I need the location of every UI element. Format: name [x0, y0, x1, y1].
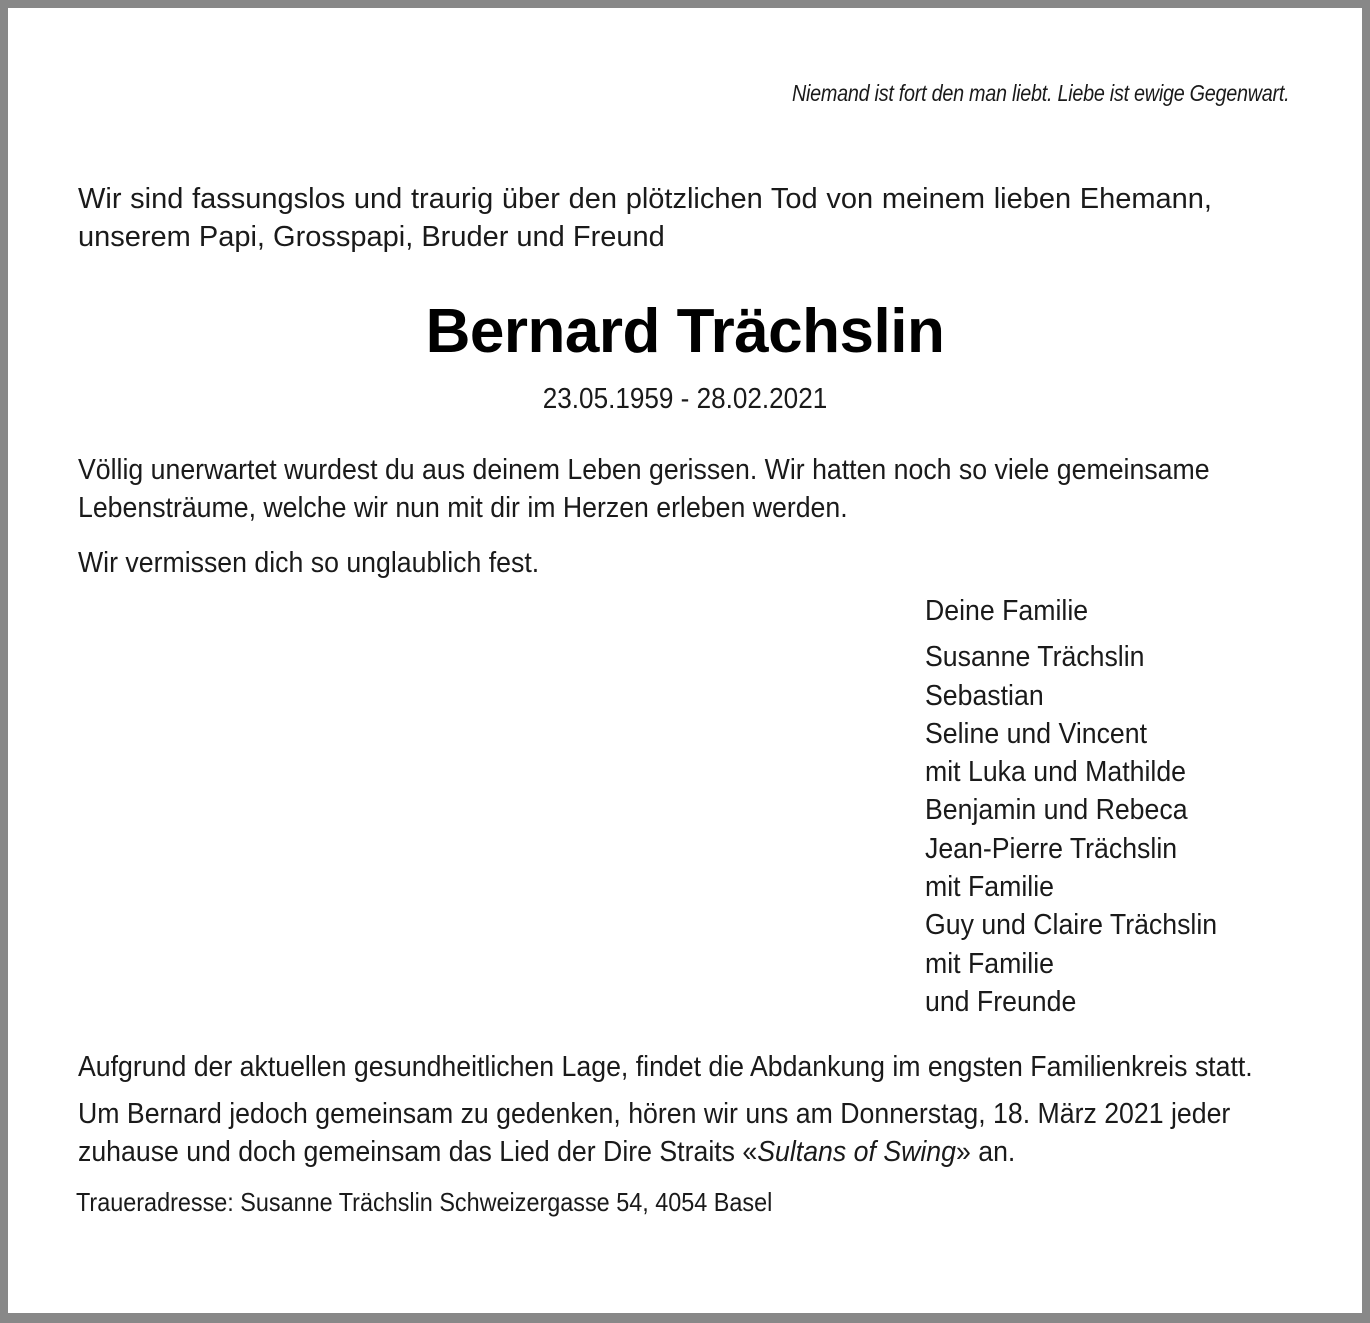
- mourning-address: Traueradresse: Susanne Trächslin Schweizergasse 54, 4054 Basel: [76, 1187, 773, 1217]
- family-signature: Deine Familie: [925, 595, 1089, 627]
- deceased-name: Bernard Trächslin: [425, 297, 945, 366]
- family-member: Seline und Vincent: [925, 717, 1148, 750]
- message-closing: Wir vermissen dich so unglaublich fest.: [78, 547, 540, 579]
- family-member: mit Familie: [925, 947, 1054, 980]
- motto-quote: Niemand ist fort den man liebt. Liebe ist ewige Gegenwart.: [791, 80, 1289, 106]
- family-member: Benjamin und Rebeca: [925, 794, 1188, 827]
- remembrance-line-2: [78, 1133, 1230, 1171]
- family-member: Sebastian: [925, 679, 1044, 712]
- remembrance-line-2-pre: zuhause und doch gemeinsam das Lied der Dire Straits «: [78, 1136, 758, 1168]
- family-member: Guy und Claire Trächslin: [925, 909, 1218, 942]
- ceremony-notice: Aufgrund der aktuellen gesundheitlichen Lage, findet die Abdankung im engsten Familienkreis statt.: [78, 1051, 1253, 1083]
- message-line-2: Lebensträume, welche wir nun mit dir im Herzen erleben werden.: [78, 492, 848, 524]
- intro-line-2: unserem Papi, Grosspapi, Bruder und Freund: [78, 221, 665, 253]
- family-member: Jean-Pierre Trächslin: [925, 832, 1178, 865]
- life-dates: 23.05.1959 - 28.02.2021: [542, 383, 828, 415]
- message-paragraph: [78, 451, 1210, 527]
- obituary-notice: [8, 8, 1362, 1313]
- remembrance-line-2-post: » an.: [955, 1136, 1016, 1168]
- song-title: Sultans of Swing: [757, 1136, 956, 1168]
- intro-line-1: Wir sind fassungslos und traurig über den plötzlichen Tod von meinem lieben Ehemann,: [78, 183, 1212, 215]
- message-line-1: Völlig unerwartet wurdest du aus deinem Leben gerissen. Wir hatten noch so viele gemeinsame: [78, 454, 1210, 486]
- intro-text: [78, 180, 1212, 256]
- family-member: mit Luka und Mathilde: [925, 756, 1187, 789]
- remembrance-notice: [78, 1095, 1230, 1171]
- family-member: Susanne Trächslin: [925, 641, 1145, 674]
- family-signature-block: [925, 592, 1217, 1021]
- remembrance-line-1: Um Bernard jedoch gemeinsam zu gedenken, hören wir uns am Donnerstag, 18. März 2021 jeder: [78, 1098, 1231, 1130]
- family-member: mit Familie: [925, 871, 1054, 904]
- family-member: und Freunde: [925, 985, 1077, 1018]
